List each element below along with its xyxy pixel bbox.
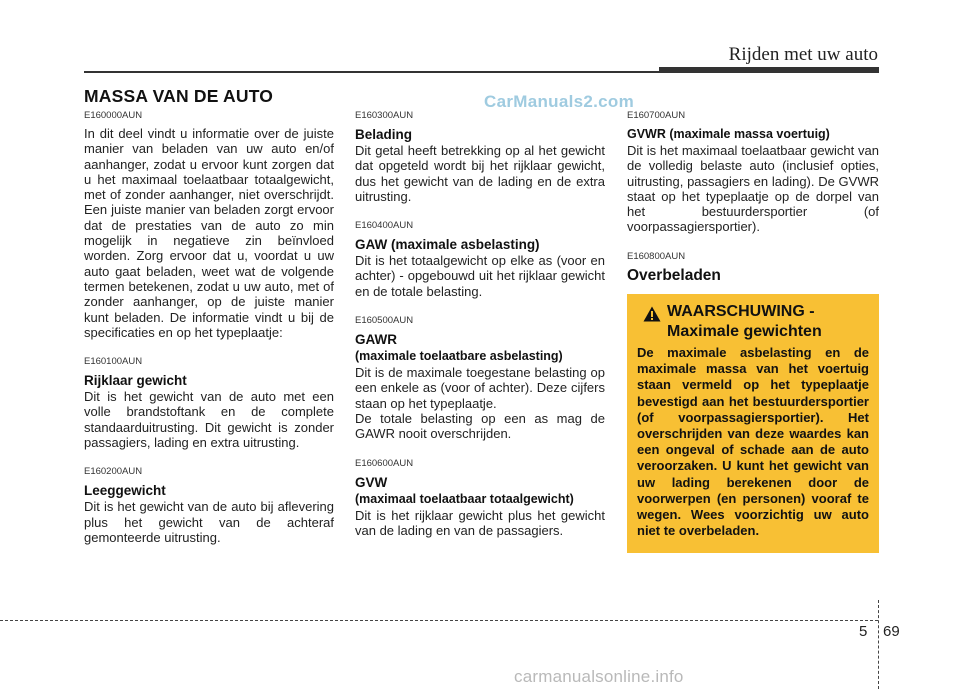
subheading-gvw: (maximaal toelaatbaar totaalgewicht) [355,491,574,506]
intro-paragraph: In dit deel vindt u informatie over de juiste manier van beladen van uw auto en/of aanhanger, zodat u ervoor kunt zorgen dat u het maximaal toelaatbaar totaalgewicht, met of zonder aanhanger, niet overschrijdt. Een juiste manier van beladen zorgt ervoor dat de prestaties van de auto zo min mogelijk in negatieve zin beïnvloed worden. Zorg ervoor dat u, voordat u uw auto gaat beladen, weet wat de volgende termen betekenen, zodat u uw auto, met of zonder aanhanger, op de juiste manier kunt beladen. De informatie vindt u bij de specificaties en op het typeplaatje: [84,126,334,340]
watermark-top: CarManuals2.com [484,92,634,111]
column-2 [355,110,605,538]
paragraph-gawr-1: Dit is de maximale toegestane belasting op een enkele as (voor of achter). Deze cijfers staan op het typeplaatje. [355,365,605,411]
section-code: E160300AUN [355,110,414,121]
heading-gvw: GVW [355,474,388,490]
chapter-number: 5 [859,623,868,640]
column-3 [627,110,879,284]
paragraph-gvw: Dit is het rijklaar gewicht plus het gewicht van de lading en van de passagiers. [355,507,605,538]
warning-title: WAARSCHUWING - [667,303,815,320]
footer-rule [0,620,878,621]
warning-header [643,302,869,322]
heading-gvwr: GVWR (maximale massa voertuig) [627,127,830,141]
footer-divider [878,600,879,689]
paragraph-gawr-2: De totale belasting op een as mag de GAWR nooit overschrijden. [355,410,605,442]
warning-box [627,294,879,553]
column-1 [84,110,334,545]
section-code: E160700AUN [627,110,686,121]
heading-gawr: GAWR [355,332,397,348]
paragraph-gvwr: Dit is het maximaal toelaatbaar gewicht van de volledig belaste auto (inclusief opties, uitrusting, passagiers en lading). De GVWR staat op het typeplaatje op de dorpel van het bestuurdersportier (of voorpassagiersportier). [627,143,879,235]
heading-belading: Belading [355,127,413,142]
watermark-bottom: carmanualsonline.info [514,667,684,686]
paragraph-gaw: Dit is het totaalgewicht op elke as (voor en achter) - opgebouwd uit het rijklaar gewicht en de totale belasting. [355,253,605,299]
section-title: MASSA VAN DE AUTO [84,86,274,106]
header-rule [84,71,659,73]
heading-overbeladen: Overbeladen [627,266,721,284]
section-code: E160000AUN [84,110,143,121]
warning-triangle-icon [643,306,661,322]
subheading-gawr: (maximale toelaatbare asbelasting) [355,349,563,364]
section-code: E160100AUN [84,356,143,368]
warning-body: De maximale asbelasting en de maximale massa van het voertuig staan vermeld op het typeplaatje bevestigd aan het bestuurdersportier (of voorpassagiersportier). Het overschrijden van deze waardes kan een ongeval of schade aan de auto veroorzaken. U kunt het gewicht van uw lading berekenen door de voorwerpen (en personen) vooraf te wegen. Wees voorzichtig uw auto niet te overbeladen. [637,345,869,539]
warning-subtitle: Maximale gewichten [667,323,822,340]
page-number: 69 [883,623,900,640]
section-code: E160500AUN [355,315,414,327]
paragraph-belading: Dit getal heeft betrekking op al het gewicht dat opgeteld wordt bij het rijklaar gewicht, dus het gewicht van de lading en de extra uitrusting. [355,143,605,204]
heading-gaw: GAW (maximale asbelasting) [355,237,540,253]
section-code: E160200AUN [84,466,143,478]
section-code: E160400AUN [355,220,414,232]
section-code: E160800AUN [627,250,686,262]
paragraph-rijklaar-gewicht: Dit is het gewicht van de auto met een volle brandstoftank en de complete standaarduitrusting. Dit gewicht is zonder passagiers, lading en extra uitrusting. [84,389,334,451]
section-code: E160600AUN [355,457,414,469]
header-rule-thick [659,67,879,73]
heading-rijklaar-gewicht: Rijklaar gewicht [84,373,187,389]
heading-leeggewicht: Leeggewicht [84,483,166,499]
page-header-title: Rijden met uw auto [728,44,878,65]
paragraph-leeggewicht: Dit is het gewicht van de auto bij aflevering plus het gewicht van de achteraf gemonteerde uitrusting. [84,499,334,545]
